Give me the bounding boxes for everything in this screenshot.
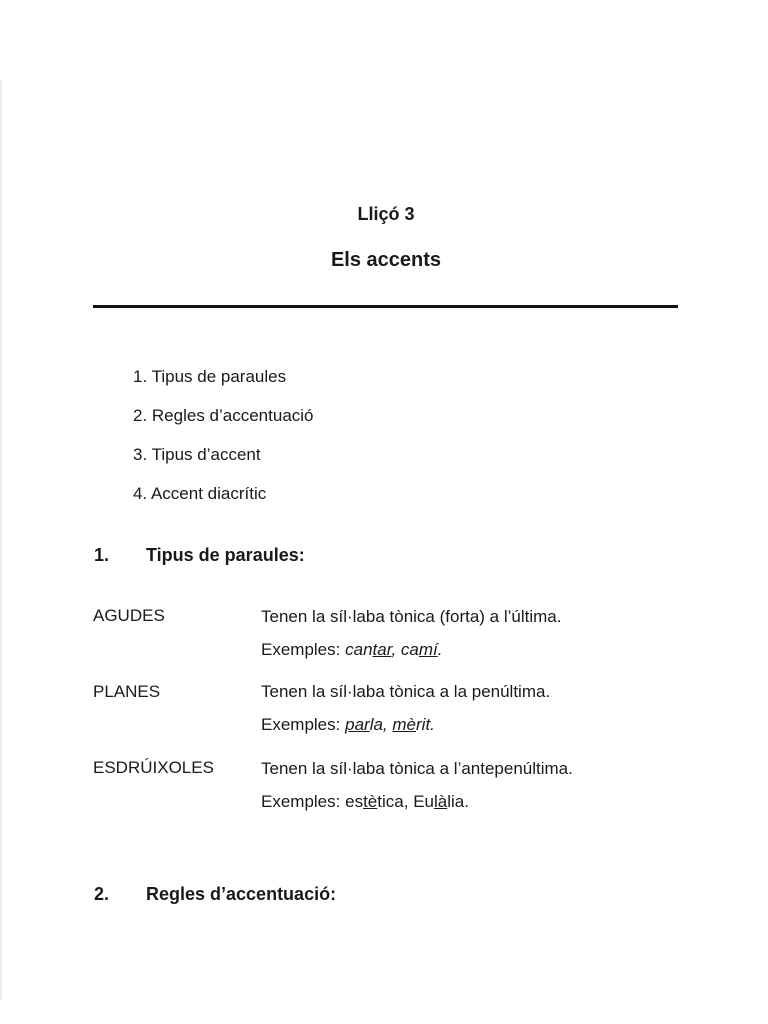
examples-label: Exemples: — [261, 792, 341, 811]
stressed-syllable: mè — [392, 715, 417, 734]
examples-words — [345, 640, 442, 659]
title-divider — [93, 305, 678, 308]
section-title: Tipus de paraules: — [146, 545, 305, 565]
word-type-description — [261, 600, 561, 666]
word-type-description — [261, 675, 550, 741]
description-text: Tenen la síl·laba tònica (forta) a l’última. — [261, 607, 562, 626]
section-heading-word-types — [94, 545, 305, 566]
section-number: 1. — [94, 545, 110, 565]
lesson-label: Lliçó 3 — [357, 204, 415, 224]
stressed-syllable: par — [345, 715, 370, 734]
description-text: Tenen la síl·laba tònica a l’antepenúltima. — [261, 759, 573, 778]
description-text: Tenen la síl·laba tònica a la penúltima. — [261, 682, 551, 701]
example-word: Eulàlia. — [413, 792, 469, 811]
section-heading-accent-rules — [94, 884, 336, 905]
example-word: camí. — [400, 640, 443, 659]
stressed-syllable: tar — [372, 640, 392, 659]
word-type-label: PLANES — [93, 682, 161, 701]
toc-item: 2. Regles d’accentuació — [133, 406, 314, 425]
stressed-syllable: tè — [363, 792, 378, 811]
toc-item: 3. Tipus d’accent — [133, 445, 261, 464]
example-word: estètica, — [345, 792, 409, 811]
stressed-syllable: là — [433, 792, 448, 811]
examples-line — [261, 708, 550, 741]
word-type-description — [261, 752, 573, 818]
examples-label: Exemples: — [261, 640, 341, 659]
table-of-contents — [133, 366, 314, 522]
word-type-label: ESDRÚIXOLES — [93, 758, 214, 777]
stressed-syllable: mí — [418, 640, 438, 659]
word-type-label: AGUDES — [93, 606, 165, 625]
examples-words — [345, 792, 469, 811]
example-word: mèrit. — [392, 715, 435, 734]
examples-label: Exemples: — [261, 715, 341, 734]
example-word: cantar, — [345, 640, 397, 659]
section-number: 2. — [94, 884, 110, 904]
example-word: parla, — [345, 715, 388, 734]
examples-line — [261, 633, 561, 666]
examples-words — [345, 715, 435, 734]
lesson-title: Els accents — [330, 249, 442, 271]
examples-line — [261, 785, 573, 818]
toc-item: 1. Tipus de paraules — [133, 367, 287, 386]
toc-item: 4. Accent diacrític — [133, 484, 267, 503]
section-title: Regles d’accentuació: — [146, 884, 337, 904]
